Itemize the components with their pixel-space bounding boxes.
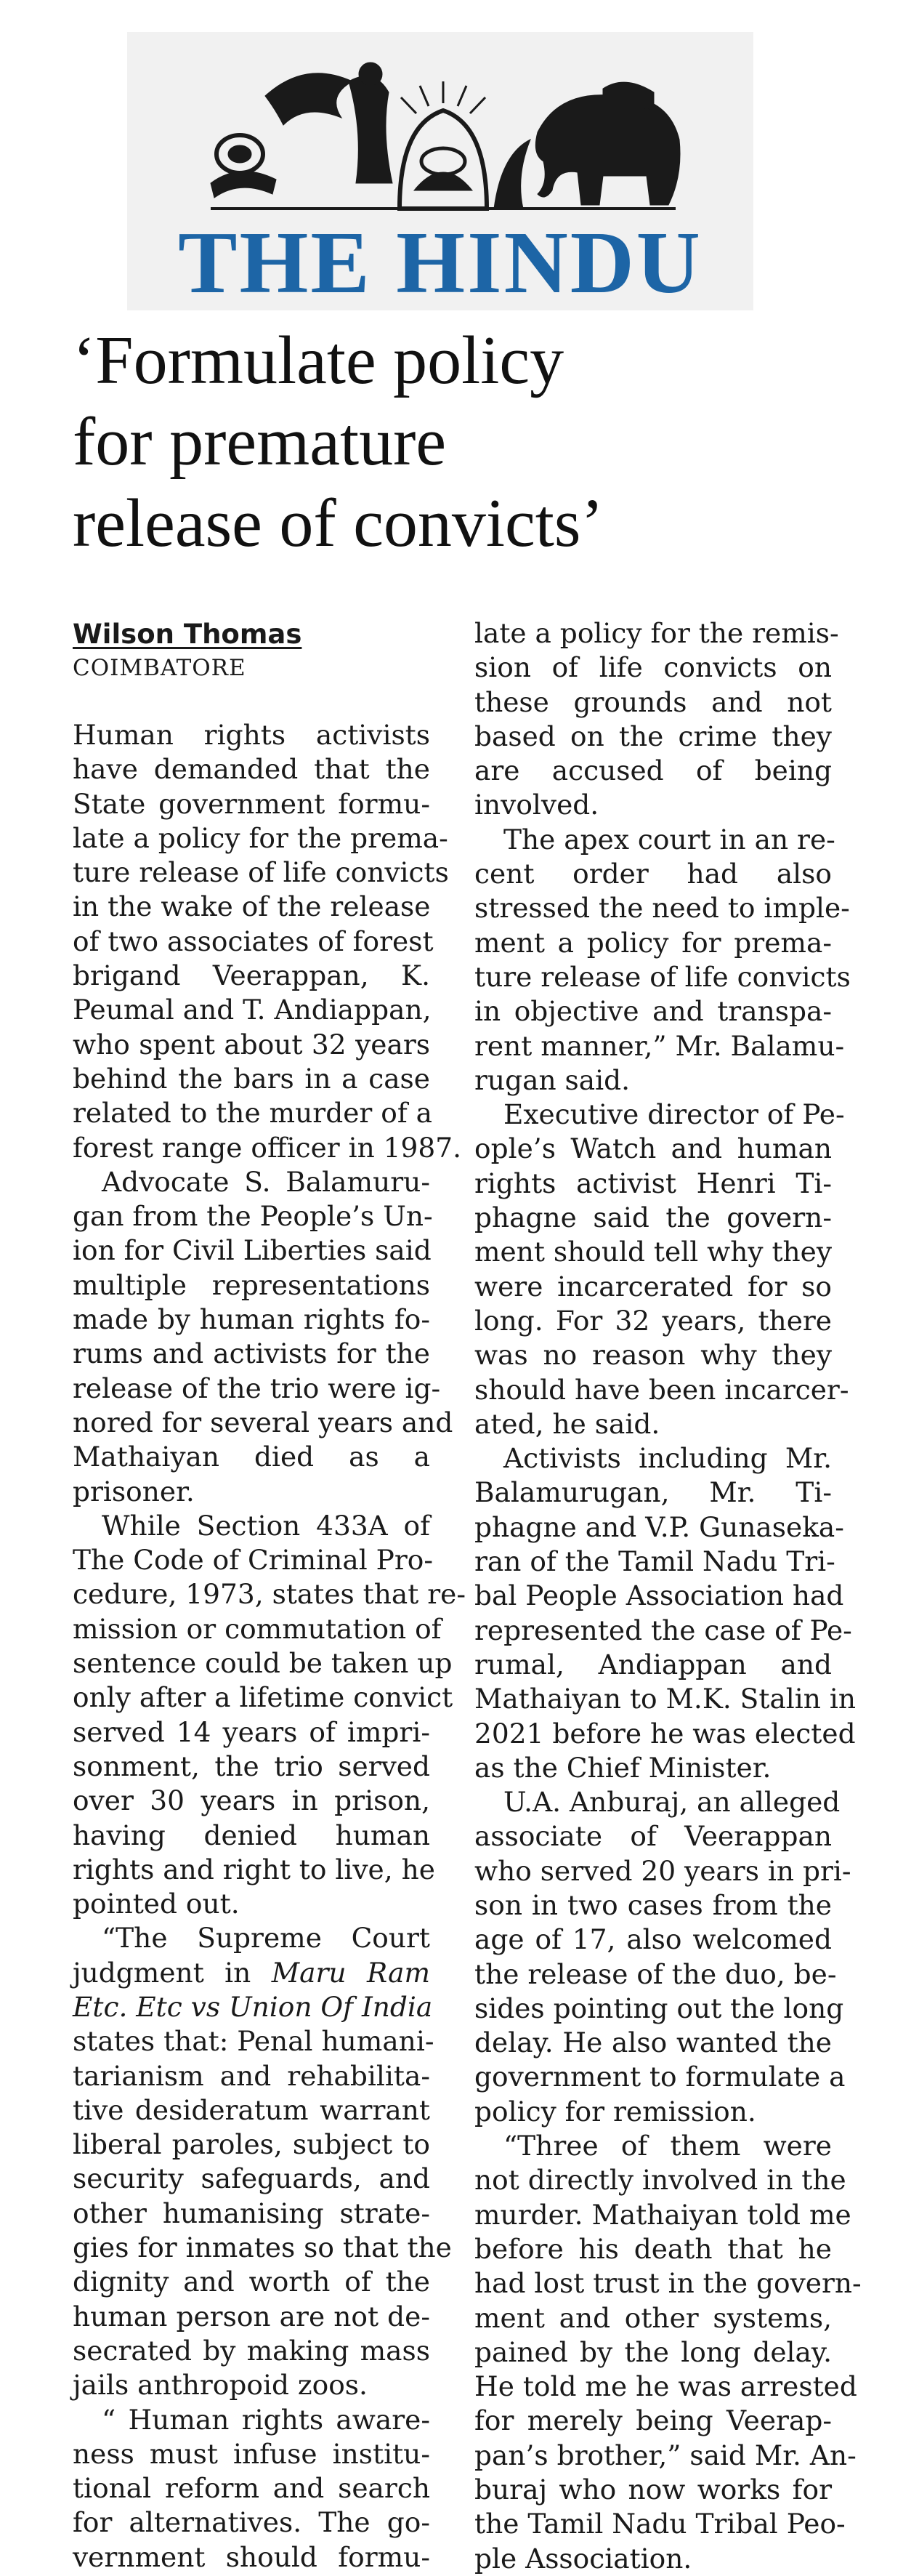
case-name: Maru Ram [271,1956,431,1989]
article-line: tive desideratum warrant [73,2093,430,2126]
article-line: phagne said the govern- [474,1202,832,1234]
article-line: sentence could be taken up [73,1647,453,1680]
article-line: jails anthropoid zoos. [73,2369,368,2402]
article-line: the Tamil Nadu Tribal Peo- [474,2508,846,2540]
article-line: The apex court in an re- [503,823,835,856]
article-line: mission or commutation of [73,1612,442,1645]
article-line: ople’s Watch and human [474,1132,832,1165]
article-line: rent manner,” Mr. Balamu- [474,1029,845,1062]
article-line: cent order had also [474,858,832,890]
article-line: While Section 433A of [102,1509,430,1542]
article-line: murder. Mathaiyan told me [474,2198,851,2231]
headline-line: for premature [73,404,447,480]
byline-dateline: COIMBATORE [73,655,246,681]
case-name: Etc. Etc vs Union Of India [73,1990,433,2023]
article-line: ness must infuse institu- [73,2437,430,2470]
article-line: He told me he was arrested [474,2370,857,2403]
article-line: gan from the People’s Un- [73,1200,433,1233]
article-line: buraj who now works for [474,2474,832,2506]
article-line: other humanising strate- [73,2197,430,2229]
article-line: multiple representations [73,1268,430,1301]
article-line: long. For 32 years, there [474,1304,832,1337]
article-line: late a policy for the prema- [73,821,448,854]
article-line: phagne and V.P. Gunaseka- [474,1510,844,1543]
article-line: human person are not de- [73,2300,430,2333]
article-line: The Code of Criminal Pro- [73,1544,434,1577]
headline [73,320,872,564]
article-line: have demanded that the [73,753,430,786]
article-line: sion of life convicts on [474,651,832,684]
article-line: associate of Veerappan [474,1820,832,1853]
article-line: who spent about 32 years [73,1028,430,1060]
headline-line: ‘Formulate policy [73,323,564,398]
headline-line: release of convicts’ [73,486,604,561]
article-line: secrated by making mass [73,2334,430,2367]
article-line: 2021 before he was elected [474,1717,856,1750]
article-line: for alternatives. The go- [73,2506,430,2539]
article-line: ion for Civil Liberties said [73,1234,432,1267]
article-line: cedure, 1973, states that re- [73,1578,466,1611]
article-line: “Three of them were [503,2130,832,2162]
article-line: Mathaiyan died as a [73,1441,430,1473]
article-line: security safeguards, and [73,2162,430,2195]
article-line: ture release of life convicts [73,856,449,889]
article-line: having denied human [73,1819,430,1851]
article-line: rugan said. [474,1063,631,1096]
article-line: represented the case of Pe- [474,1614,852,1646]
article-line: dignity and worth of the [73,2266,430,2298]
article-line [73,1956,430,1990]
article-line: related to the murder of a [73,1097,432,1130]
article-line: made by human rights fo- [73,1303,430,1336]
article-line: rumal, Andiappan and [474,1648,832,1681]
article-line: ture release of life convicts [474,960,851,993]
article-line: Activists including Mr. [503,1442,832,1475]
article-line: ated, he said. [474,1407,660,1440]
article-line: policy for remission. [474,2095,756,2128]
article-line: liberal paroles, subject to [73,2128,430,2161]
article-line: Mathaiyan to M.K. Stalin in [474,1683,856,1715]
article-line: U.A. Anburaj, an alleged [503,1786,841,1819]
article-line: these grounds and not [474,685,832,718]
article-line: as the Chief Minister. [474,1751,772,1784]
article-line: tional reform and search [73,2472,430,2505]
article-line: pointed out. [73,1888,240,1920]
article-line: bal People Association had [474,1579,844,1612]
masthead-emblem [196,52,690,216]
article-line: were incarcerated for so [474,1270,832,1303]
article-line: sides pointing out the long [474,1992,844,2024]
article-line: in the wake of the release [73,890,431,923]
article-line: not directly involved in the [474,2164,846,2197]
article-line: was no reason why they [474,1339,832,1372]
article-line: “ Human rights aware- [102,2403,430,2436]
article-line: stressed the need to imple- [474,892,850,925]
article-line: over 30 years in prison, [73,1784,430,1817]
article-line: sonment, the trio served [73,1750,430,1782]
article-line: states that: Penal humani- [73,2025,434,2058]
article-line: ment a policy for prema- [474,926,832,959]
article-line: before his death that he [474,2232,832,2265]
article-column-left [73,618,466,2575]
article-line: Executive director of Pe- [503,1098,845,1131]
article-column-right [474,616,862,2576]
article-body-right [474,616,862,2576]
article-line: government to formulate a [474,2061,846,2093]
article-line: served 14 years of impri- [73,1715,430,1748]
byline-author: Wilson Thomas [73,619,302,650]
article-line: are accused of being [474,754,832,787]
article-line: rights and right to live, he [73,1853,435,1885]
article-line: rums and activists for the [73,1337,430,1370]
article-line: vernment should formu- [73,2540,430,2573]
article-text: judgment in [73,1956,251,1989]
article-line: ment and other systems, [474,2301,832,2334]
article-line: ment should tell why they [474,1236,833,1268]
article-body-left [73,718,466,2575]
article-line: had lost trust in the govern- [474,2267,862,2300]
article-line: Peumal and T. Andiappan, [73,994,432,1026]
article-line: of two associates of forest [73,925,434,957]
masthead [127,32,753,310]
article-line: prisoner. [73,1475,195,1508]
article-line: forest range officer in 1987. [73,1131,462,1164]
article-line: age of 17, also welcomed [474,1923,832,1956]
article-line: only after a lifetime convict [73,1681,453,1714]
masthead-brand: THE HINDU [178,214,703,312]
article-line: for merely being Veerap- [474,2404,832,2437]
article-line: Human rights activists [73,719,430,751]
article-line: should have been incarcer- [474,1373,849,1406]
article-line [73,1990,433,2024]
article-line: gies for inmates so that the [73,2231,452,2264]
article-line: pained by the long delay. [474,2335,832,2368]
article-line: son in two cases from the [474,1888,832,1921]
article-line: behind the bars in a case [73,1062,430,1095]
article-line: State government formu- [73,787,430,820]
article-line: tarianism and rehabilita- [73,2059,430,2092]
article-line: based on the crime they [474,720,832,752]
article-line: who served 20 years in pri- [474,1854,851,1887]
article-line: release of the trio were ig- [73,1372,441,1404]
article-line: late a policy for the remis- [474,617,839,649]
article-line: ple Association. [474,2542,692,2575]
article-line: the release of the duo, be- [474,1957,837,1990]
article-line: “The Supreme Court [102,1922,430,1955]
article-line: pan’s brother,” said Mr. An- [474,2439,857,2471]
article-line: ran of the Tamil Nadu Tri- [474,1545,835,1578]
article-line: Balamurugan, Mr. Ti- [474,1476,832,1509]
article-line: delay. He also wanted the [474,2026,832,2059]
article-line: nored for several years and [73,1406,453,1438]
article-line: in objective and transpa- [474,995,832,1028]
article-line: involved. [474,789,599,821]
article-line: Advocate S. Balamuru- [102,1165,430,1198]
article-line: rights activist Henri Ti- [474,1167,832,1199]
article-line: brigand Veerappan, K. [73,959,430,992]
